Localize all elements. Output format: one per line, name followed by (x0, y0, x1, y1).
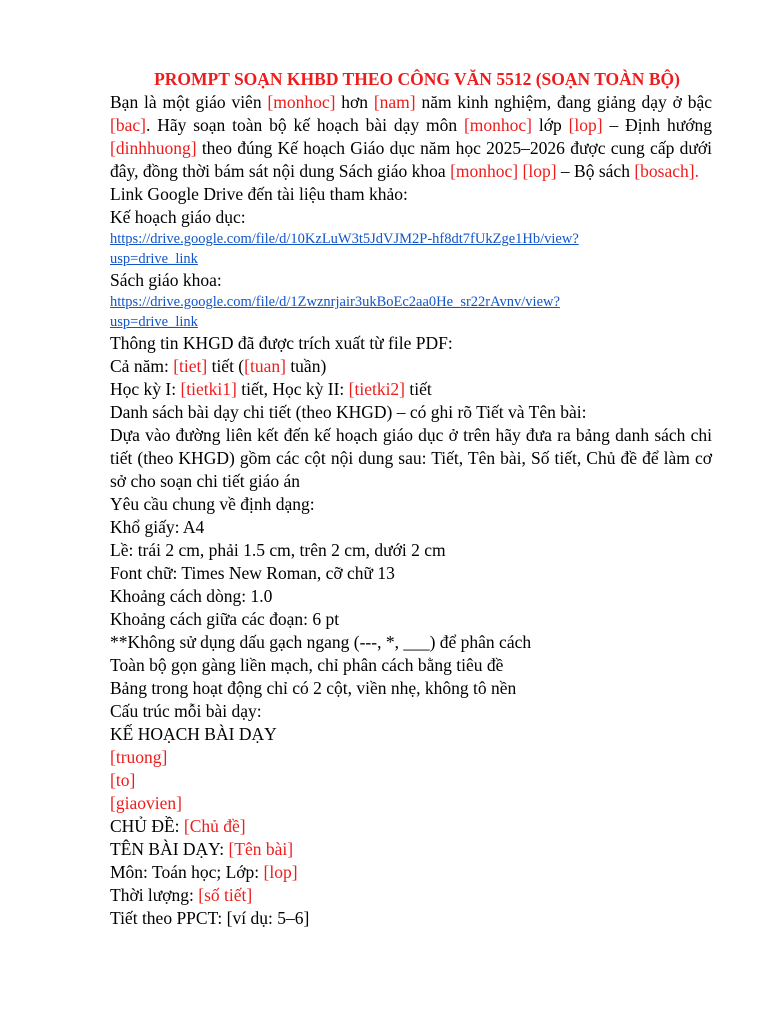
thoi-luong-label: Thời lượng: (110, 885, 199, 905)
intro-text: . Hãy soạn toàn bộ kế hoạch bài dạy môn (145, 115, 464, 135)
format-line: Bảng trong hoạt động chỉ có 2 cột, viền nhẹ, không tô nền (110, 678, 517, 698)
placeholder-giaovien: [giaovien] (110, 793, 182, 813)
format-line: Khoảng cách giữa các đoạn: 6 pt (110, 609, 340, 629)
mon-line (110, 861, 712, 884)
format-line: Khoảng cách dòng: 1.0 (110, 586, 273, 606)
placeholder-chu-de: [Chủ đề] (183, 816, 246, 836)
ppct-line: Tiết theo PPCT: [ví dụ: 5–6] (110, 908, 310, 928)
intro-text: theo đúng Kế hoạch Giáo dục năm học 2025–2026 được cung cấp dưới đây, đồng thời bám sát nội dung Sách giáo khoa (110, 138, 712, 181)
placeholder-tietki2: [tietki2] (348, 379, 406, 399)
khgd-link-line-2: usp=drive_link (110, 251, 198, 267)
ca-nam-text: Cả năm: (110, 356, 174, 376)
ca-nam-line (110, 355, 712, 378)
khbd-heading: KẾ HOẠCH BÀI DẠY (110, 724, 277, 744)
intro-text: năm kinh nghiệm, đang giảng dạy ở bậc (415, 92, 712, 112)
ten-bai-label: TÊN BÀI DẠY: (110, 839, 229, 859)
placeholder-bac: [bac] (110, 115, 146, 135)
placeholder-tiet: [tiet] (173, 356, 208, 376)
intro-text: Bạn là một giáo viên (110, 92, 268, 112)
format-line: Font chữ: Times New Roman, cỡ chữ 13 (110, 563, 395, 583)
intro-paragraph (110, 91, 712, 183)
sgk-drive-link[interactable] (110, 292, 712, 332)
placeholder-dinhhuong: [dinhhuong] (110, 138, 197, 158)
placeholder-lop: [lop] (263, 862, 298, 882)
sgk-label: Sách giáo khoa: (110, 270, 222, 290)
placeholder-so-tiet: [số tiết] (198, 885, 253, 905)
placeholder-nam: [nam] (373, 92, 416, 112)
mon-label: Môn: Toán học; Lớp: (110, 862, 264, 882)
placeholder-monhoc: [monhoc] (463, 115, 532, 135)
khgd-label: Kế hoạch giáo dục: (110, 207, 246, 227)
placeholder-tuan: [tuan] (244, 356, 286, 376)
placeholder-lop: [lop] (522, 161, 557, 181)
structure-heading: Cấu trúc mỗi bài dạy: (110, 701, 262, 721)
placeholder-to: [to] (110, 770, 136, 790)
thoi-luong-line (110, 884, 712, 907)
chu-de-line (110, 815, 712, 838)
page-title: PROMPT SOẠN KHBD THEO CÔNG VĂN 5512 (SOẠN TOÀN BỘ) (154, 69, 680, 89)
intro-text: hơn (335, 92, 374, 112)
document-body (110, 68, 712, 930)
placeholder-monhoc: [monhoc] (450, 161, 519, 181)
hoc-ky-text: tiết, Học kỳ II: (236, 379, 349, 399)
khgd-link-line-1: https://drive.google.com/file/d/10KzLuW3t5JdVJM2P-hf8dt7fUkZge1Hb/view? (110, 231, 579, 247)
sgk-link-line-2: usp=drive_link (110, 314, 198, 330)
format-heading: Yêu cầu chung về định dạng: (110, 494, 315, 514)
placeholder-tietki1: [tietki1] (180, 379, 237, 399)
intro-text: lớp (532, 115, 569, 135)
intro-text: – Bộ sách (556, 161, 635, 181)
intro-text: – Định hướng (602, 115, 712, 135)
format-line: Toàn bộ gọn gàng liền mạch, chỉ phân cách bằng tiêu đề (110, 655, 504, 675)
placeholder-monhoc: [monhoc] (267, 92, 336, 112)
chu-de-label: CHỦ ĐỀ: (110, 816, 184, 836)
ten-bai-line (110, 838, 712, 861)
format-line: Khổ giấy: A4 (110, 517, 205, 537)
ca-nam-text: tuần) (285, 356, 327, 376)
hoc-ky-line (110, 378, 712, 401)
ca-nam-text: tiết ( (207, 356, 245, 376)
format-line: Lề: trái 2 cm, phải 1.5 cm, trên 2 cm, dưới 2 cm (110, 540, 446, 560)
placeholder-ten-bai: [Tên bài] (228, 839, 294, 859)
hoc-ky-text: Học kỳ I: (110, 379, 181, 399)
info-heading: Thông tin KHGD đã được trích xuất từ file PDF: (110, 333, 453, 353)
hoc-ky-text: tiết (405, 379, 432, 399)
khgd-drive-link[interactable] (110, 229, 712, 269)
danh-sach-line: Danh sách bài dạy chi tiết (theo KHGD) – có ghi rõ Tiết và Tên bài: (110, 402, 587, 422)
placeholder-bosach: [bosach]. (634, 161, 699, 181)
format-line: **Không sử dụng dấu gạch ngang (---, *, ___) để phân cách (110, 632, 532, 652)
placeholder-truong: [truong] (110, 747, 168, 767)
drive-heading: Link Google Drive đến tài liệu tham khảo: (110, 184, 408, 204)
dua-vao-paragraph: Dựa vào đường liên kết đến kế hoạch giáo dục ở trên hãy đưa ra bảng danh sách chi tiết (theo KHGD) gồm các cột nội dung sau: Tiết, Tên bài, Số tiết, Chủ đề để làm cơ sở cho soạn chi tiết giáo án (110, 425, 712, 491)
placeholder-lop: [lop] (568, 115, 603, 135)
sgk-link-line-1: https://drive.google.com/file/d/1Zwznrjair3ukBoEc2aa0He_sr22rAvnv/view? (110, 294, 560, 310)
